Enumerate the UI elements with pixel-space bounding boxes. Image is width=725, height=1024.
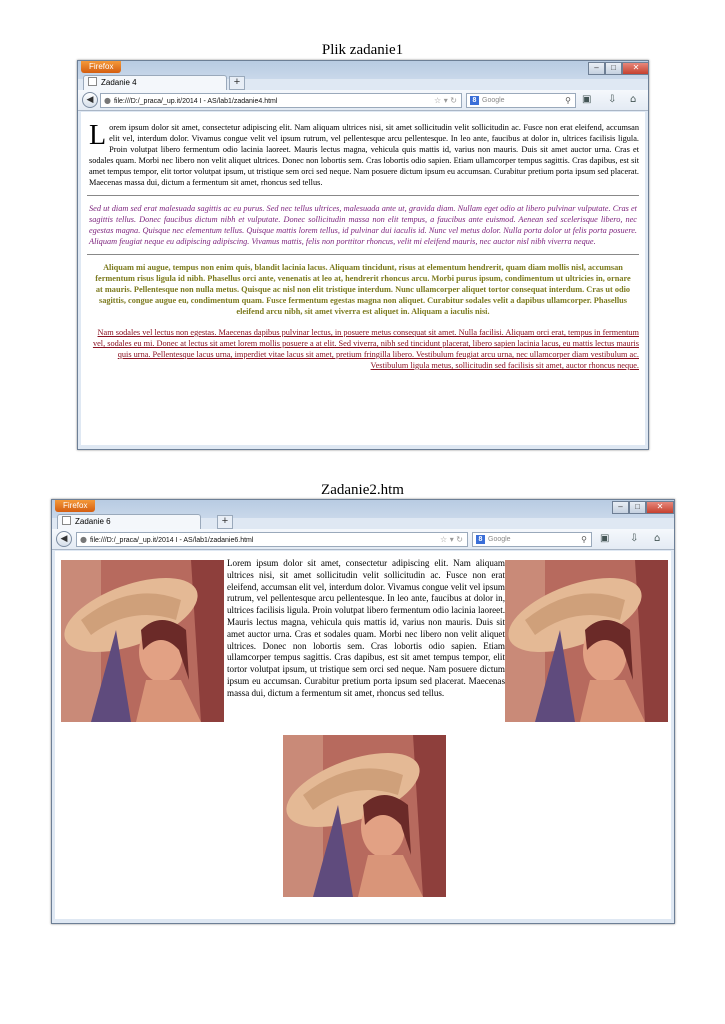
tab-title: Zadanie 4 [101, 78, 137, 87]
url-text: file:///D:/_praca/_up.it/2014 I - AS/lab1/zadanie4.html [113, 98, 278, 105]
browser-window-zadanie6 [51, 499, 675, 924]
paragraph-link[interactable]: Nam sodales vel lectus non egestas. Maecenas dapibus pulvinar lectus, in posuere metus consequat sit amet. Nulla facilisi. Aliquam orci erat, tempus in fermentum vel, sodales eu mi. Donec at lectus sit amet lorem mollis posuere a at elit. Sed viverra, nibh sed tincidunt placerat, libero sapien lacinia lacus, eu mattis lectus mauris quis urna. Pellentesque lacus urna, imperdiet vitae lacus sit amet, pretium fringilla libero. Vestibulum feugiat arcu urna, nec ullamcorper diam vestibulum ac. Vestibulum ligula metus, sollicitudin sed facilisis sit amet, auctor rhoncus neque. [92, 328, 639, 370]
portrait-image [283, 735, 446, 897]
tab-bar [78, 75, 648, 90]
firefox-menu-button[interactable]: Firefox [81, 61, 121, 73]
paragraph-lorem: Lorem ipsum dolor sit amet, consectetur adipiscing elit. Nam aliquam ultrices nisi, sit amet sollicitudin velit sollicitudin ac. Fusce non erat eleifend, accumsan elit vel, interdum dolor. Vivamus congue velit vel ipsum rutrum, vel pellentesque arcu pellentesque. In leo ante, faucibus at dolor in, ultrices facilisis ligula. Proin volutpat libero fermentum odio lacinia laoreet. Mauris lectus magna, vehicula quis mattis id, varius non mauris. Duis sit amet auctor urna. Cras et sodales quam. Morbi nec libero non velit aliquet ultrices. Donec non lobortis sem. Cras lobortis odio sapien. Etiam ullamcorper tempus sagittis. Cras dapibus, est sit amet tempus tempor, elit tortor volutpat ipsum, ut tristique sem orci sed neque. Nam posuere dictum ipsum eu accumsan. Curabitur pretium porta ipsum sed placerat. Maecenas massa dui, dictum a fermentum sit amet, rhoncus sed tellus. [89, 120, 639, 187]
page-favicon-icon [62, 516, 71, 525]
navigation-toolbar [52, 529, 674, 550]
portrait-photo-left [61, 560, 224, 722]
minimize-button[interactable]: – [588, 62, 605, 75]
page-favicon-icon [88, 77, 97, 86]
drop-cap: L [89, 120, 107, 151]
address-bar[interactable] [76, 532, 468, 547]
divider [87, 195, 639, 196]
maximize-button[interactable]: □ [605, 62, 622, 75]
bookmark-star-icon[interactable]: ☆ ▾ ↻ [434, 96, 457, 105]
globe-icon: ● [80, 535, 87, 544]
new-tab-button[interactable]: + [217, 515, 233, 529]
caption-first: Plik zadanie1 [321, 42, 404, 58]
paragraph-lorem: Lorem ipsum dolor sit amet, consectetur adipiscing elit. Nam aliquam ultrices nisi, sit amet sollicitudin velit sollicitudin ac. Fusce non erat eleifend, accumsan elit vel, interdum dolor. Vivamus congue velit vel ipsum rutrum, vel pellentesque arcu pellentesque. In leo ante, faucibus at dolor in, ultrices facilisis ligula. Proin volutpat libero fermentum odio lacinia laoreet. Mauris lectus magna, vehicula quis mattis id, varius non mauris. Duis sit amet auctor urna. Cras et sodales quam. Morbi nec libero non velit aliquet ultrices. Donec non lobortis sem. Cras lobortis odio sapien. Etiam ullamcorper tempus sagittis. Cras dapibus, est sit amet tempus tempor, elit tortor volutpat ipsum, ut tristique sem orci sed neque. Nam posuere dictum ipsum eu accumsan. Curabitur pretium porta ipsum sed placerat. Maecenas massa dui, dictum a fermentum sit amet, rhoncus sed tellus. [227, 558, 505, 698]
download-arrow-icon[interactable]: ⇩ [608, 94, 617, 105]
divider [87, 254, 639, 255]
google-icon: 8 [476, 535, 485, 544]
caption-second: Zadanie2.htm [321, 482, 404, 498]
search-box[interactable] [466, 93, 576, 108]
close-window-button[interactable]: ✕ [622, 62, 649, 75]
bookmark-star-icon[interactable]: ☆ ▾ ↻ [440, 535, 463, 544]
bookmarks-icon[interactable]: ▣ [582, 94, 592, 105]
tab-bar [52, 514, 674, 529]
tab-title: Zadanie 6 [75, 517, 111, 526]
page-content-zadanie6 [55, 551, 671, 919]
home-icon[interactable]: ⌂ [654, 533, 661, 544]
back-arrow-icon[interactable]: ◀ [56, 531, 72, 547]
navigation-toolbar [78, 90, 648, 111]
minimize-button[interactable]: – [612, 501, 629, 514]
search-placeholder: Google [488, 536, 511, 543]
maximize-button[interactable]: □ [629, 501, 646, 514]
portrait-photo-right [505, 560, 668, 722]
google-icon: 8 [470, 96, 479, 105]
paragraph-italic: Sed ut diam sed erat malesuada sagittis ac eu purus. Sed nec tellus ultrices, malesuada ante ut, gravida diam. Nullam eget odio at libero pulvinar vulputate. Cras et sagittis tellus. Donec faucibus dictum nibh et vulputate. Donec sollicitudin massa non elit tempus, a faucibus ante euismod. Aenean sed scelerisque libero, nec egestas magna. Quisque nec elementum tellus. Quisque mattis lorem tellus, id pulvinar dui iaculis id. Nunc vel metus dolor. Nulla porta dolor ut felis porta posuere. Aliquam feugiat neque eu adipiscing adipiscing. Vivamus mattis, felis non porttitor rhoncus, velit mi eleifend mauris, nec auctor nisl nibh viverra neque. [89, 204, 637, 246]
search-placeholder: Google [482, 97, 505, 104]
globe-icon: ● [104, 96, 111, 105]
address-bar[interactable] [100, 93, 462, 108]
home-icon[interactable]: ⌂ [630, 94, 637, 105]
url-text: file:///D:/_praca/_up.it/2014 I - AS/lab1/zadanie6.html [89, 537, 254, 544]
search-icon[interactable]: ⚲ [581, 535, 587, 544]
portrait-photo-center [283, 735, 446, 897]
firefox-menu-button[interactable]: Firefox [55, 500, 95, 512]
portrait-image [61, 560, 224, 722]
download-arrow-icon[interactable]: ⇩ [630, 533, 639, 544]
tab-zadanie6[interactable] [57, 514, 201, 529]
close-window-button[interactable]: ✕ [646, 501, 674, 514]
search-box[interactable] [472, 532, 592, 547]
back-arrow-icon[interactable]: ◀ [82, 92, 98, 108]
paragraph-bold-centered: Aliquam mi augue, tempus non enim quis, blandit lacinia lacus. Aliquam tincidunt, risus at elementum hendrerit, quam diam mollis nisl, accumsan fermentum risus ligula id nibh. Phasellus orci ante, venenatis at leo at, hendrerit rhoncus arcu. Morbi purus ipsum, condimentum ut ultricies in, ornare at mauris. Pellentesque non nulla metus. Quisque ac nisl non elit tristique interdum. Nunc ullamcorper aliquet tortor consequat interdum. Cras ut odio sagittis, congue augue eu, condimentum quam. Fusce fermentum egestas magna non aliquet. Curabitur sodales velit a dapibus ullamcorper. Phasellus eleifend arcu nibh, sit amet viverra est aliquet in. Aliquam a iaculis nisi. [95, 263, 631, 316]
search-icon[interactable]: ⚲ [565, 96, 571, 105]
page-content-zadanie4 [81, 112, 645, 445]
portrait-image [505, 560, 668, 722]
tab-zadanie4[interactable] [83, 75, 227, 90]
new-tab-button[interactable]: + [229, 76, 245, 90]
bookmarks-icon[interactable]: ▣ [600, 533, 610, 544]
browser-window-zadanie4 [77, 60, 649, 450]
